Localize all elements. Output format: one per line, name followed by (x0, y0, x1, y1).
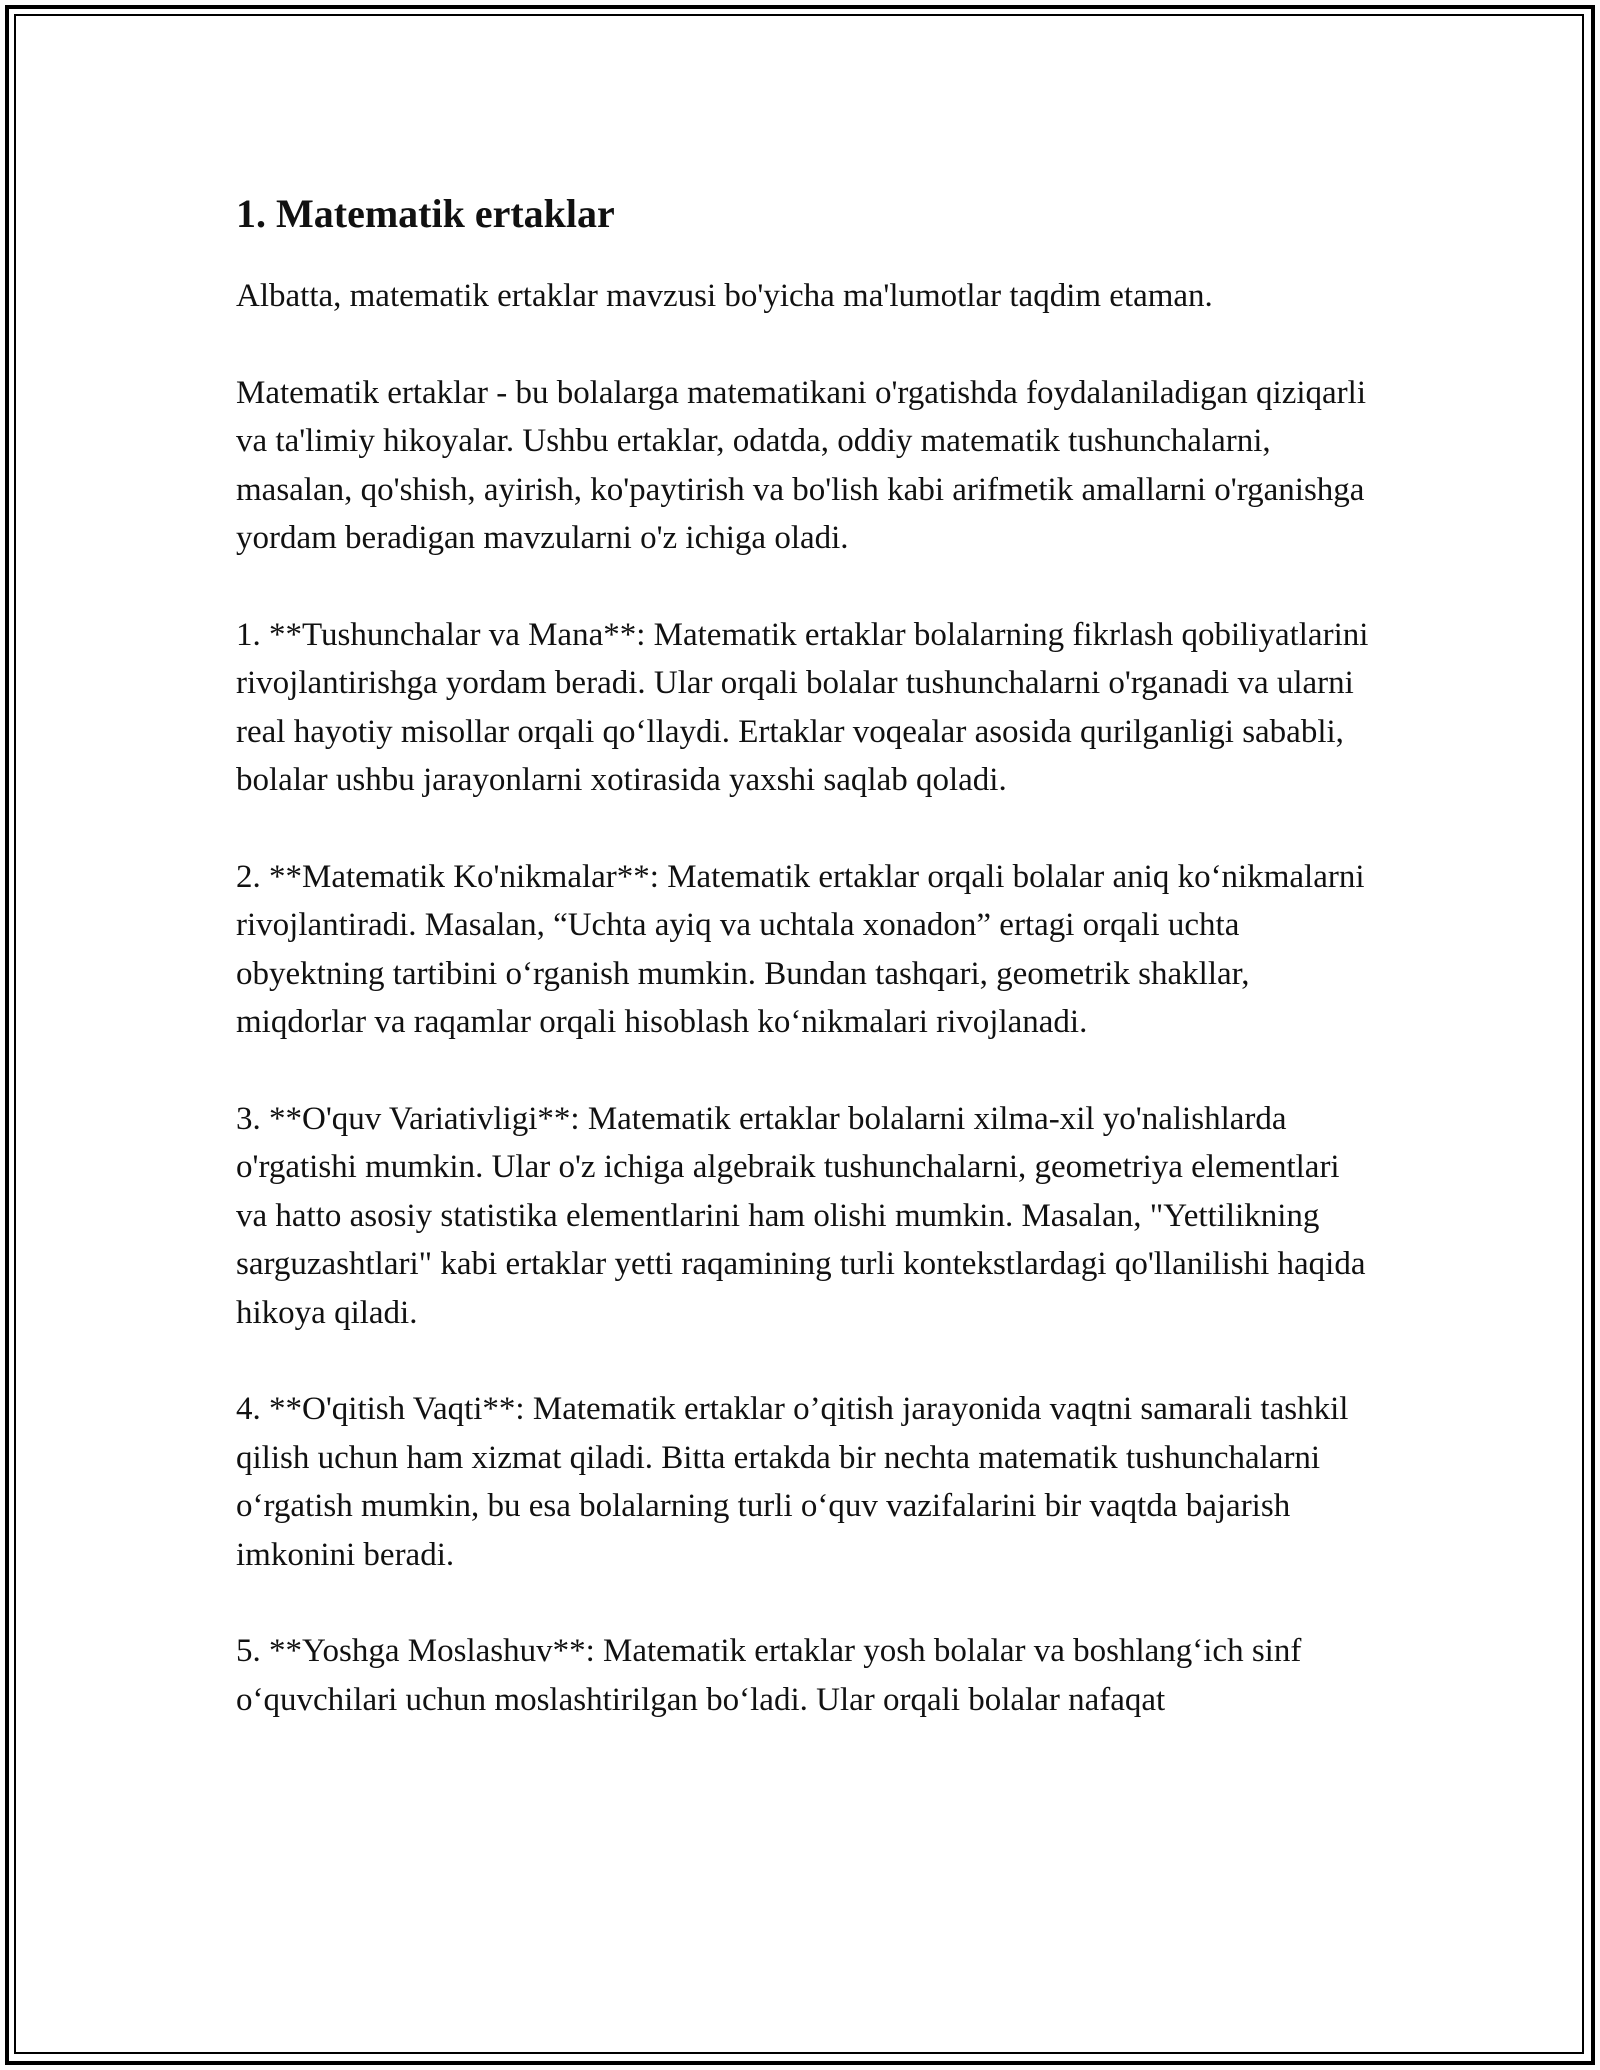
document-title: 1. Matematik ertaklar (236, 191, 615, 236)
list-item-2: 2. **Matematik Ko'nikmalar**: Matematik ertaklar orqali bolalar aniq ko‘nikmalarni rivojlantiradi. Masalan, “Uchta ayiq va uchtala xonadon” ertagi orqali uchta obyektning tartibini o‘rganish mumkin. Bundan tashqari, geometrik shakllar, miqdorlar va raqamlar orqali hisoblash ko‘nikmalari rivojlanadi. (236, 858, 1365, 1040)
list-item-5: 5. **Yoshga Moslashuv**: Matematik ertaklar yosh bolalar va boshlang‘ich sinf o‘quvchilari uchun moslashtirilgan bo‘ladi. Ular orqali bolalar nafaqat (236, 1633, 1302, 1718)
list-item-3: 3. **O'quv Variativligi**: Matematik ertaklar bolalarni xilma-xil yo'nalishlarda o'rgatishi mumkin. Ular o'z ichiga algebraik tushunchalarni, geometriya elementlari va hatto asosiy statistika elementlarini ham olishi mumkin. Masalan, "Yettilikning sarguzashtlari" kabi ertaklar yetti raqamining turli kontekstlardagi qo'llanilishi haqida hikoya qiladi. (236, 1100, 1366, 1331)
intro-paragraph: Albatta, matematik ertaklar mavzusi bo'yicha ma'lumotlar taqdim etaman. (236, 278, 1213, 314)
definition-paragraph: Matematik ertaklar - bu bolalarga matematikani o'rgatishda foydalaniladigan qiziqarli va ta'limiy hikoyalar. Ushbu ertaklar, odatda, oddiy matematik tushunchalarni, masalan, qo'shish, ayirish, ko'paytirish va bo'lish kabi arifmetik amallarni o'rganishga yordam beradigan mavzularni o'z ichiga oladi. (236, 374, 1366, 556)
list-item-1: 1. **Tushunchalar va Mana**: Matematik ertaklar bolalarning fikrlash qobiliyatlarini rivojlantirishga yordam beradi. Ular orqali bolalar tushunchalarni o'rganadi va ularni real hayotiy misollar orqali qo‘llaydi. Ertaklar voqealar asosida qurilganligi sababli, bolalar ushbu jarayonlarni xotirasida yaxshi saqlab qoladi. (236, 616, 1369, 798)
list-item-4: 4. **O'qitish Vaqti**: Matematik ertaklar o’qitish jarayonida vaqtni samarali tashkil qilish uchun ham xizmat qiladi. Bitta ertakda bir nechta matematik tushunchalarni o‘rgatish mumkin, bu esa bolalarning turli o‘quv vazifalarini bir vaqtda bajarish imkonini beradi. (236, 1391, 1349, 1573)
document-body (236, 188, 1376, 1772)
